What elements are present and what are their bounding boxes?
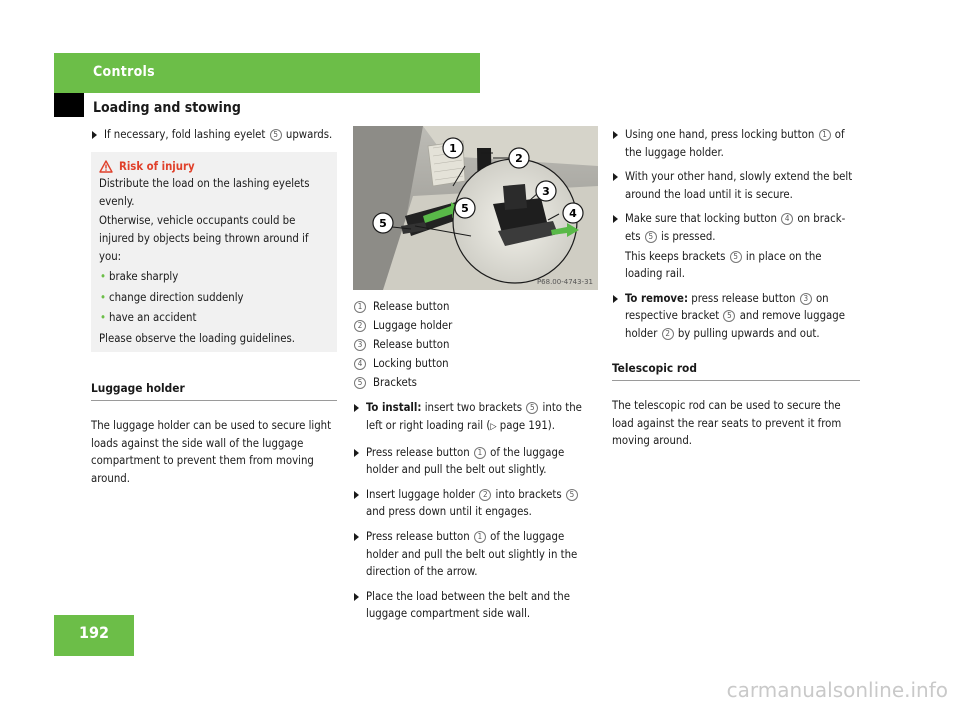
warning-title: Risk of injury bbox=[99, 158, 329, 176]
column-right bbox=[612, 126, 860, 450]
warning-text: Otherwise, vehicle occupants could be injured by objects being thrown around if you: bbox=[99, 214, 309, 263]
page-ref-arrow-icon: ▷ bbox=[490, 422, 497, 433]
warning-text: Please observe the loading guidelines. bbox=[99, 331, 295, 345]
step-fold-eyelet: If necessary, fold lashing eyelet 5 upwards. bbox=[91, 126, 337, 144]
callout-1: 1 bbox=[449, 142, 457, 155]
warning-bullet: • change direction suddenly bbox=[99, 289, 329, 307]
callout-3: 3 bbox=[542, 185, 550, 198]
column-left bbox=[91, 126, 337, 488]
page-title: Loading and stowing bbox=[93, 100, 241, 116]
warning-triangle-icon bbox=[99, 160, 113, 173]
section-heading-luggage-holder: Luggage holder bbox=[91, 380, 337, 402]
figure-code: P68.00-4743-31 bbox=[536, 278, 593, 286]
warning-text: Distribute the load on the lashing eyelets evenly. bbox=[99, 177, 310, 208]
header-marker bbox=[54, 93, 84, 117]
section-heading-telescopic-rod: Telescopic rod bbox=[612, 360, 860, 382]
step: Insert luggage holder 2 into brackets 5 and press down until it engages. bbox=[353, 486, 599, 521]
page-reference: page 191). bbox=[499, 419, 555, 433]
body-paragraph: The telescopic rod can be used to secure the load against the rear seats to prevent it from moving around. bbox=[612, 399, 842, 448]
step: With your other hand, slowly extend the belt around the load until it is secure. bbox=[612, 168, 860, 203]
watermark: carmanualsonline.info bbox=[726, 678, 948, 702]
callout-2: 2 bbox=[515, 152, 523, 165]
step: Make sure that locking button 4 on brack-ets 5 is pressed. This keeps brackets 5 in place on the loading rail. bbox=[612, 210, 860, 282]
luggage-holder-figure bbox=[353, 126, 598, 290]
warning-box bbox=[91, 152, 337, 352]
legend-item: 5 Brackets bbox=[353, 374, 599, 392]
step: Using one hand, press locking button 1 of the luggage holder. bbox=[612, 126, 860, 161]
legend-item: 3 Release button bbox=[353, 336, 599, 354]
callout-4: 4 bbox=[569, 207, 577, 220]
section-title: Controls bbox=[93, 64, 155, 80]
legend-item: 1 Release button bbox=[353, 298, 599, 316]
step-install: To install: insert two brackets 5 into the left or right loading rail (▷ page 191). bbox=[353, 399, 599, 436]
step: Press release button 1 of the luggage holder and pull the belt out slightly in the direction of the arrow. bbox=[353, 528, 599, 581]
callout-5: 5 bbox=[461, 202, 469, 215]
column-middle bbox=[353, 126, 599, 630]
callout-5: 5 bbox=[379, 217, 387, 230]
step: Press release button 1 of the luggage holder and pull the belt out slightly. bbox=[353, 444, 599, 479]
warning-bullet: • have an accident bbox=[99, 309, 329, 327]
figure-legend bbox=[353, 298, 599, 392]
luggage-holder-illustration bbox=[353, 126, 598, 290]
step-remove: To remove: press release button 3 on respective bracket 5 and remove luggage holder 2 by pulling upwards and out. bbox=[612, 290, 860, 343]
callout-number: 5 bbox=[270, 129, 282, 141]
legend-item: 2 Luggage holder bbox=[353, 317, 599, 335]
page-number-box bbox=[54, 615, 134, 656]
page-number: 192 bbox=[78, 623, 110, 642]
body-paragraph: The luggage holder can be used to secure light loads against the side wall of the luggage compartment to prevent them from moving around. bbox=[91, 419, 332, 485]
step: Place the load between the belt and the luggage compartment side wall. bbox=[353, 588, 599, 623]
warning-bullet: • brake sharply bbox=[99, 268, 329, 286]
legend-item: 4 Locking button bbox=[353, 355, 599, 373]
